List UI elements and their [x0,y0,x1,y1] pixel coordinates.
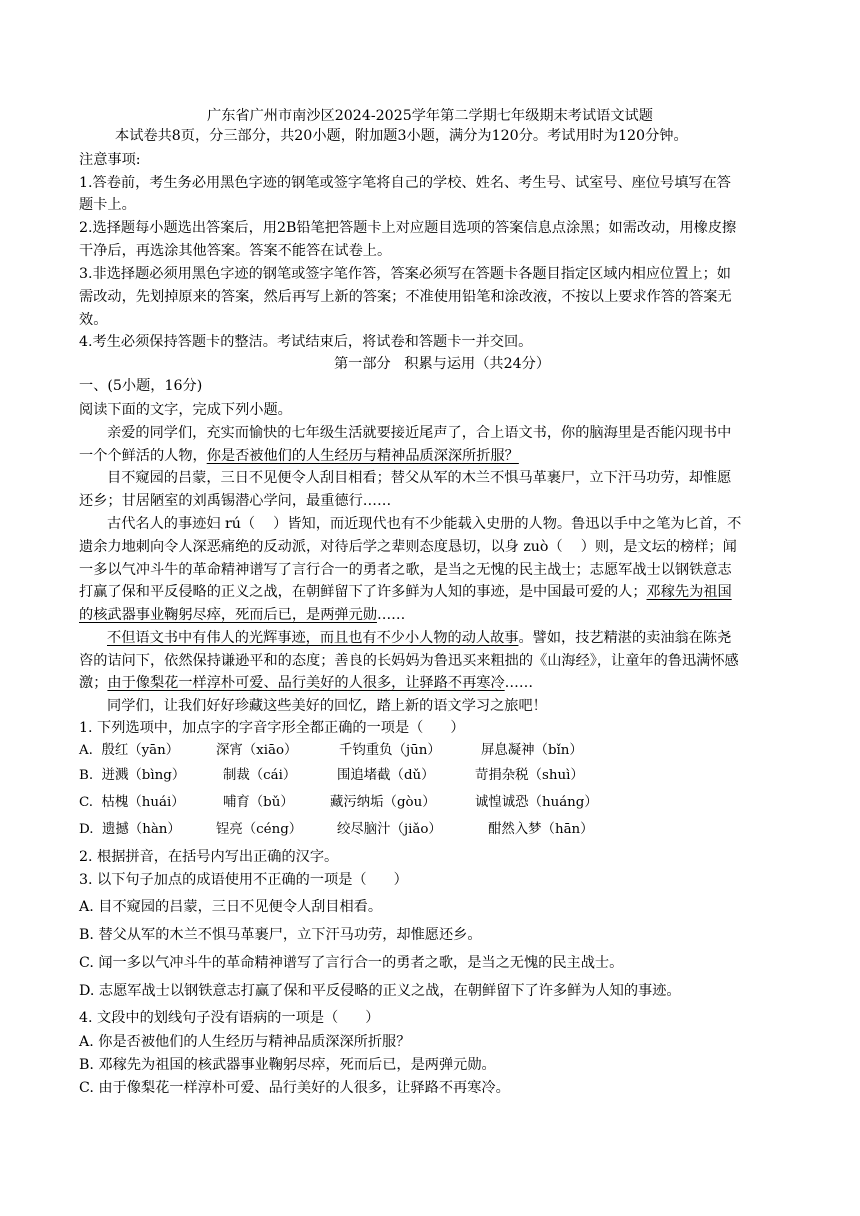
q1-option-a-3: 千钧重负（jūn） [339,743,441,758]
notice-3-line-2: 需改动，先划掉原来的答案，然后再写上新的答案；不准使用铅笔和涂改液，不按以上要求作答的答案无 [79,289,732,305]
underlined-sentence-2-part-2: 的核武器事业鞠躬尽瘁，死而后已，是两弹元勋 [79,607,377,623]
notice-1-line-1: 1.答卷前，考生务必用黑色字迹的钢笔或签字笔将自己的学校、姓名、考生号、试室号、座位号填写在答 [79,175,731,191]
q1-option-c-3: 藏污纳垢（gòu） [330,795,436,810]
passage-p2-line-2: 还乡；甘居陋室的刘禹锡潜心学问，最重德行…… [79,493,392,509]
q1-option-a-2: 深宵（xiāo） [216,743,298,758]
q1-option-d-1: D. 遗撼（hàn） [79,822,181,837]
passage-text: 激； [79,675,108,691]
question-4-stem: 4. 文段中的划线句子没有语病的一项是（ ） [79,1010,380,1026]
q1-option-a-1: A. 殷红（yān） [79,743,180,758]
q1-option-c-4: 诚惶诚恐（huáng） [475,795,598,810]
section-1-heading: 一、(5小题，16分) [79,378,203,394]
q3-option-c: C. 闻一多以气冲斗牛的革命精神谱写了言行合一的勇者之歌，是当之无愧的民主战士。 [79,955,624,971]
exam-intro: 本试卷共8页，分三部分，共20小题，附加题3小题，满分为120分。考试用时为120分钟。 [115,128,688,144]
passage-p4-line-2: 咨的诘问下，依然保持谦逊平和的态度；善良的长妈妈为鲁迅买来粗拙的《山海经》，让童年的鲁迅满怀感 [79,653,739,669]
question-3-stem: 3. 以下句子加点的成语使用不正确的一项是（ ） [79,872,408,888]
q1-option-b-2: 制裁（cái） [223,768,297,783]
q4-option-b: B. 邓稼先为祖国的核武器事业鞠躬尽瘁，死而后已，是两弹元勋。 [79,1057,496,1073]
q1-option-b-3: 围追堵截（dǔ） [337,768,435,783]
passage-text: …… [376,607,406,623]
passage-p5: 同学们，让我们好好珍藏这些美好的回忆，踏上新的语文学习之旅吧！ [107,698,547,714]
q1-option-b-4: 苛捐杂税（shuì） [475,768,584,783]
underlined-sentence-4: 由于像梨花一样淳朴可爱、品行美好的人很多，让驿路不再寒冷 [107,675,505,691]
notice-3-line-1: 3.非选择题必须用黑色字迹的钢笔或签字笔作答，答案必须写在答题卡各题目指定区域内相应位置上；如 [79,266,731,282]
passage-p1-line-2 [79,447,519,465]
exam-title: 广东省广州市南沙区2024-2025学年第二学期七年级期末考试语文试题 [207,108,653,124]
read-instruction: 阅读下面的文字，完成下列小题。 [79,402,292,418]
notice-4-line-1: 4.考生必须保持答题卡的整洁。考试结束后，将试卷和答题卡一并交回。 [79,334,533,350]
notice-3-line-3: 效。 [79,312,108,328]
notice-1-line-2: 题卡上。 [79,197,136,213]
passage-text: 打赢了保和平反侵略的正义之战，在朝鲜留下了许多鲜为人知的事迹，是中国最可爱的人； [79,584,647,600]
q1-option-d-4: 酣然入梦（hān） [488,822,594,837]
passage-p3-line-5 [79,606,405,624]
part-1-title: 第一部分 积累与运用（共24分） [333,356,551,372]
passage-text: 。譬如，技艺精湛的卖油翁在陈尧 [518,630,732,646]
q3-option-d: D. 志愿军战士以钢铁意志打赢了保和平反侵略的正义之战，在朝鲜留下了许多鲜为人知的事迹。 [79,983,681,999]
underlined-sentence-2-part-1: 邓稼先为祖国 [646,584,732,600]
underlined-sentence-3: 不但语文书中有伟人的光辉事迹，而且也有不少小人物的动人故事 [107,630,519,646]
question-2-stem: 2. 根据拼音，在括号内写出正确的汉字。 [79,849,339,865]
passage-p3-line-3: 一多以气冲斗牛的革命精神谱写了言行合一的勇者之歌，是当之无愧的民主战士；志愿军战士以钢铁意志 [79,562,732,578]
q4-option-a: A. 你是否被他们的人生经历与精神品质深深所折服？ [79,1034,411,1050]
q1-option-c-1: C. 枯槐（huái） [79,795,185,810]
underlined-sentence-1: 你是否被他们的人生经历与精神品质深深所折服？ [206,448,519,464]
passage-p3-line-4 [79,583,732,601]
passage-p4-line-3 [79,674,533,692]
passage-text: 一个个鲜活的人物， [79,448,207,464]
notice-2-line-1: 2.选择题每小题选出答案后，用2B铅笔把答题卡上对应题目选项的答案信息点涂黑；如需改动，用橡皮擦 [79,220,737,236]
notice-heading: 注意事项: [79,152,141,168]
q1-option-d-2: 锃亮（céng） [216,822,303,837]
passage-p3-line-2: 遗余力地刺向令人深恶痛绝的反动派，对待后学之辈则态度恳切，以身 zuò（ ）则，是文坛的榜样；闻 [79,539,737,555]
passage-p1-line-1: 亲爱的同学们，充实而愉快的七年级生活就要接近尾声了，合上语文书，你的脑海里是否能闪现书中 [107,425,732,441]
q1-option-d-3: 绞尽脑汁（jiǎo） [337,822,442,837]
q4-option-c: C. 由于像梨花一样淳朴可爱、品行美好的人很多，让驿路不再寒冷。 [79,1080,510,1096]
notice-2-line-2: 干净后，再选涂其他答案。答案不能答在试卷上。 [79,243,392,259]
q1-option-b-1: B. 迸溅（bìng） [79,768,186,783]
passage-text: …… [504,675,534,691]
passage-p2-line-1: 目不窥园的吕蒙，三日不见便令人刮目相看；替父从军的木兰不惧马革裹尸，立下汗马功劳，却惟愿 [107,470,732,486]
q3-option-a: A. 目不窥园的吕蒙，三日不见便令人刮目相看。 [79,899,383,915]
q1-option-a-4: 屏息凝神（bǐn） [481,743,583,758]
passage-p4-line-1 [107,629,731,647]
q3-option-b: B. 替父从军的木兰不惧马革裹尸，立下汗马功劳，却惟愿还乡。 [79,927,482,943]
q1-option-c-2: 哺育（bǔ） [223,795,294,810]
question-1-stem: 1. 下列选项中，加点字的字音字形全都正确的一项是（ ） [79,720,465,736]
passage-p3-line-1: 古代名人的事迹妇 rú（ ）皆知，而近现代也有不少能载入史册的人物。鲁迅以手中之笔为匕首，不 [107,516,742,532]
